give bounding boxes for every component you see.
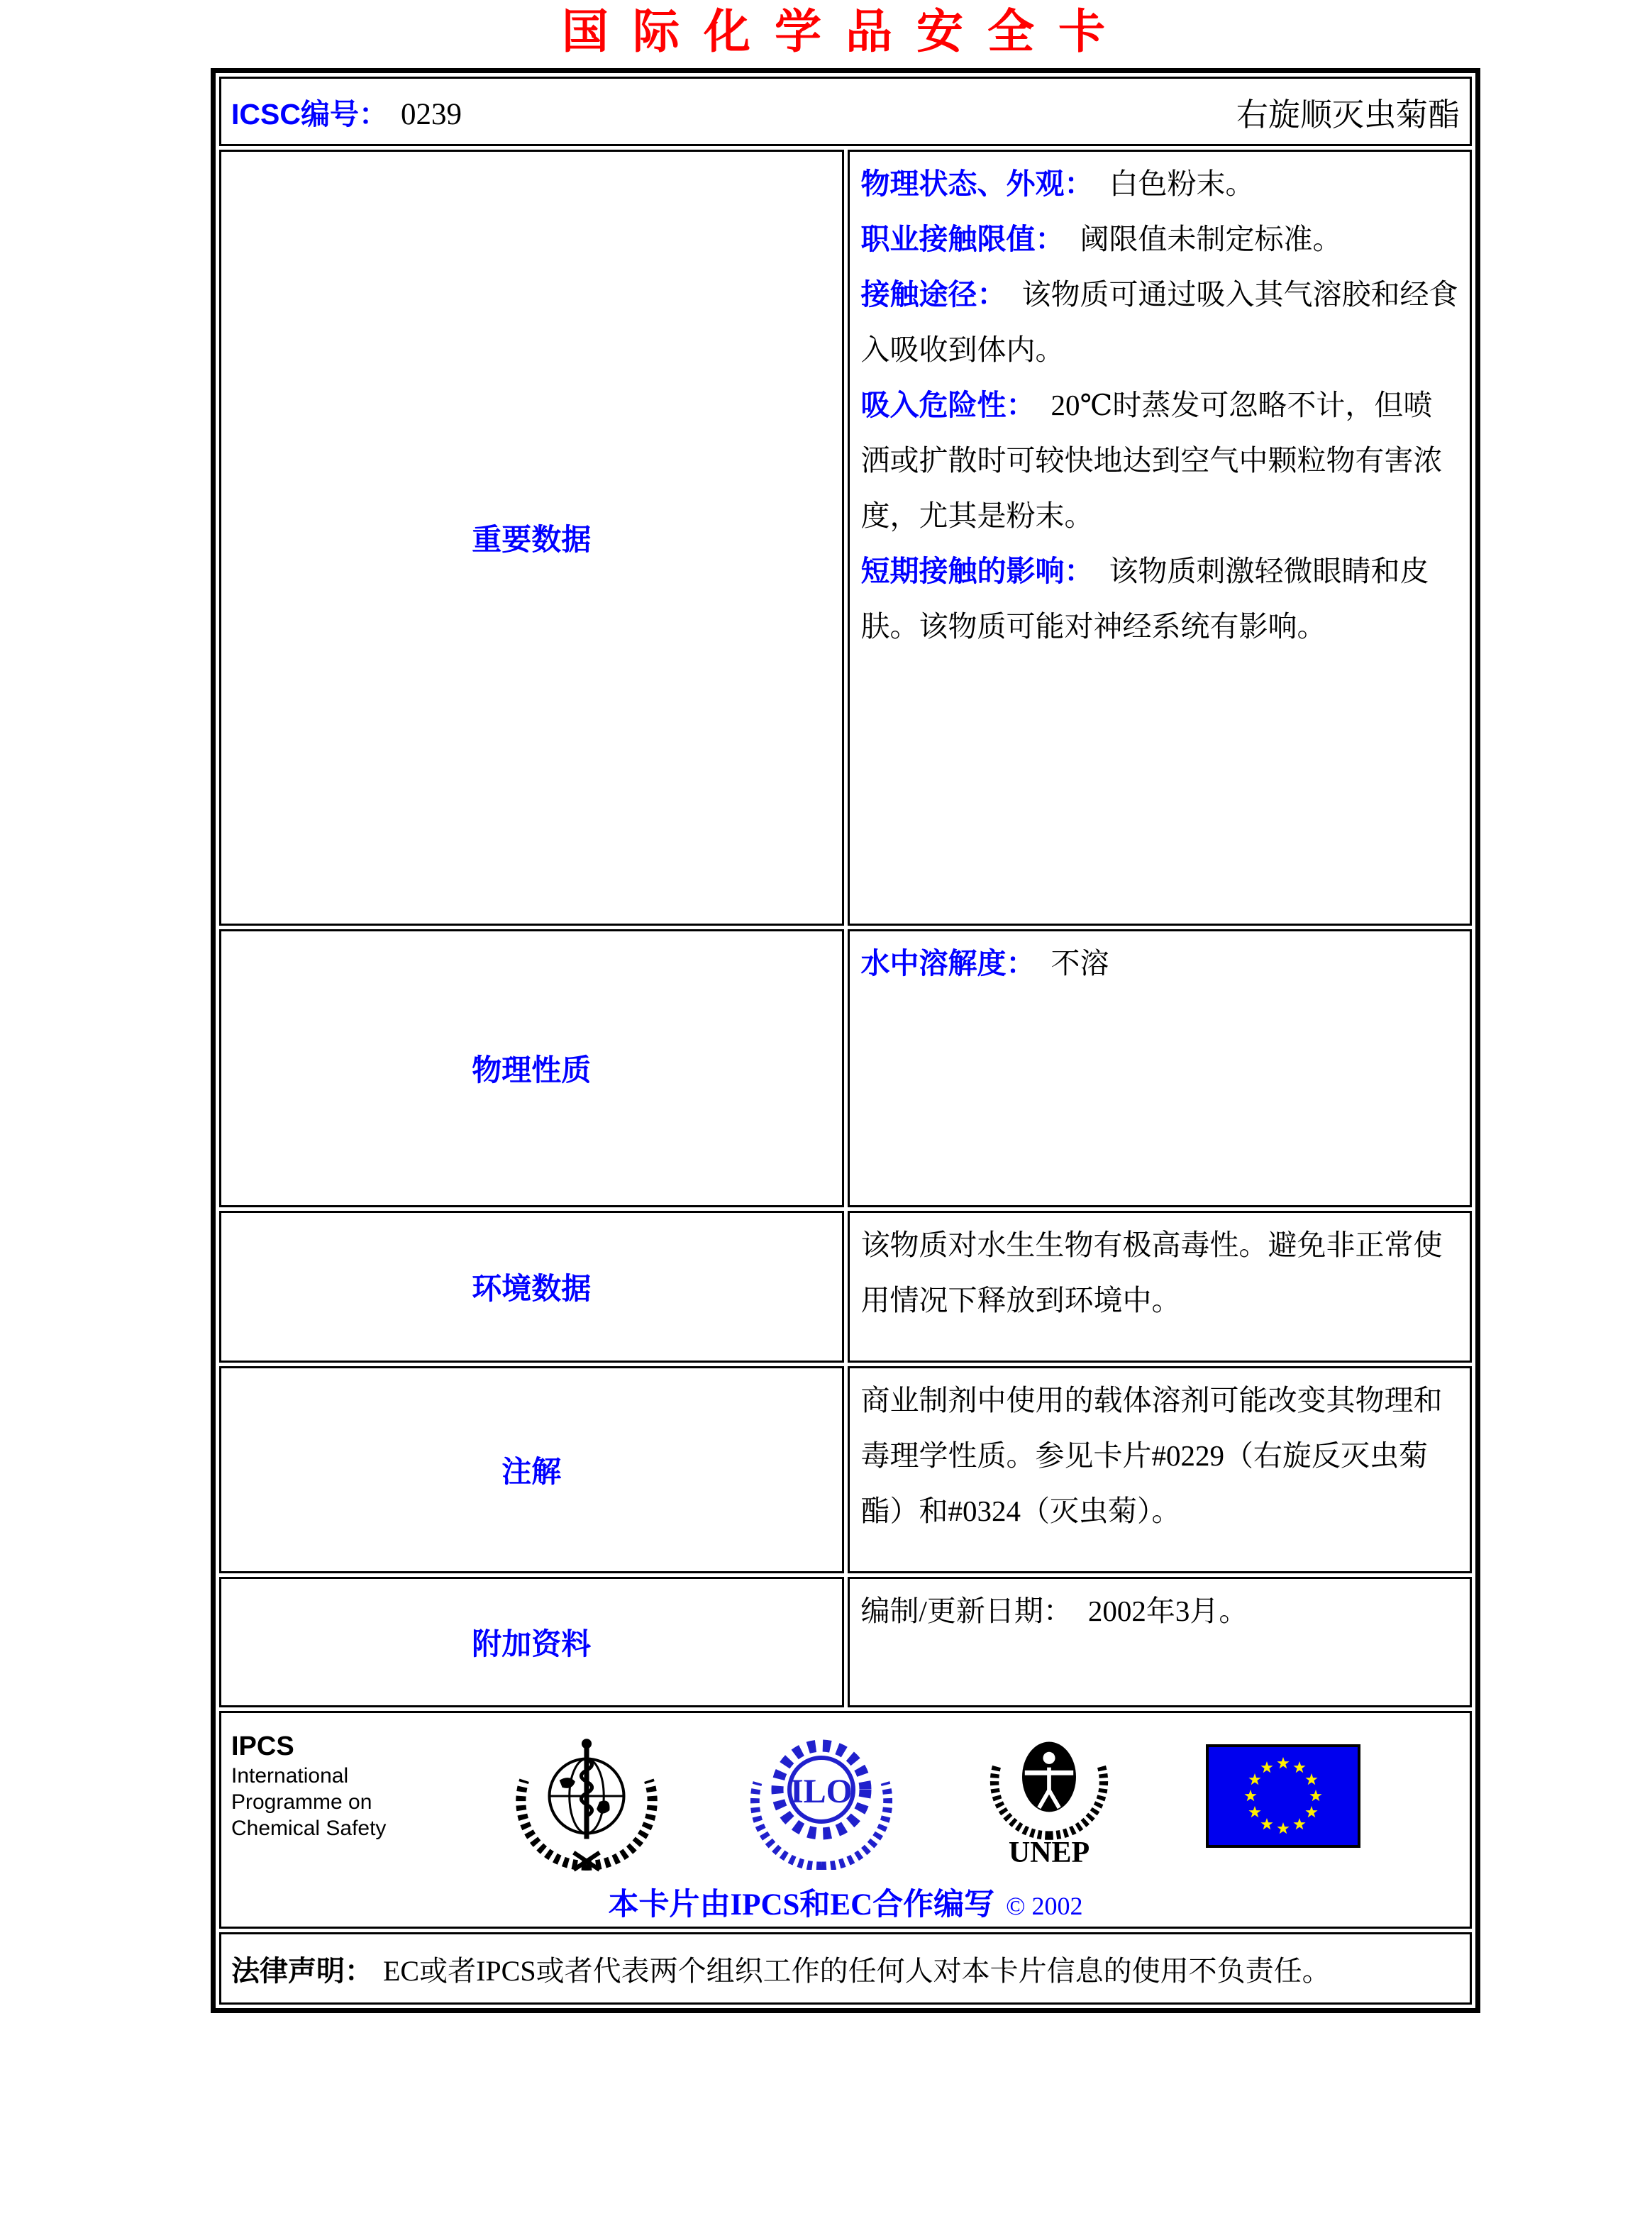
ilo-logo-icon: [750, 1724, 892, 1870]
item-label: 编制/更新日期：: [860, 1595, 1072, 1627]
legal-label: 法律声明：: [231, 1955, 373, 1987]
legal-text: EC或者IPCS或者代表两个组织工作的任何人对本卡片信息的使用不负责任。: [383, 1954, 1331, 1987]
icsc-card-table: [211, 68, 1480, 2013]
item-label: 吸入危险性：: [860, 389, 1036, 421]
item-text: 不溶: [1050, 947, 1109, 980]
important-item-exposure-limit: [861, 211, 1459, 267]
item-label: 短期接触的影响：: [860, 555, 1094, 587]
item-text: 2002年3月。: [1087, 1595, 1248, 1627]
icsc-number-value: 0239: [400, 97, 462, 131]
copyright-text: © 2002: [1006, 1892, 1083, 1920]
important-item-appearance: [861, 156, 1459, 211]
physical-properties-row: [219, 929, 1472, 1207]
notes-content: [848, 1366, 1473, 1573]
unep-label: UNEP: [1008, 1836, 1090, 1869]
who-logo-icon: [512, 1724, 661, 1875]
ipcs-line: Programme on: [231, 1790, 372, 1814]
credit-line: [231, 1880, 1460, 1924]
physical-item-water-solubility: [861, 936, 1459, 991]
important-item-exposure-route: [861, 267, 1459, 377]
page-title: 国际化学品安全卡: [562, 6, 1129, 58]
item-label: 接触途径：: [860, 278, 1007, 311]
important-item-short-term-effects: [861, 543, 1459, 654]
item-label: 物理状态、外观：: [860, 167, 1094, 200]
section-label-important-data: 重要数据: [219, 150, 844, 926]
icsc-number-group: [231, 91, 462, 133]
header-cell: [219, 77, 1472, 146]
item-text: 该物质刺激轻微眼睛和皮肤。该物质可能对神经系统有影响。: [860, 555, 1429, 643]
notes-text: [861, 1373, 1459, 1539]
who-logo: [512, 1724, 661, 1875]
additional-info-row: [219, 1577, 1472, 1707]
item-text: 白色粉末。: [1109, 167, 1255, 200]
notes-row: [219, 1366, 1472, 1573]
important-item-inhalation-risk: [861, 377, 1459, 543]
section-label-physical-properties: 物理性质: [219, 929, 844, 1207]
item-text: 该物质对水生生物有极高毒性。避免非正常使用情况下释放到环境中。: [860, 1229, 1443, 1317]
physical-properties-content: [848, 929, 1473, 1207]
unep-logo: [982, 1724, 1116, 1868]
eu-flag: [1206, 1724, 1460, 1851]
legal-cell: [219, 1932, 1472, 2005]
chemical-name: 右旋顺灭虫菊酯: [1236, 96, 1460, 133]
ipcs-text-block: [231, 1724, 423, 1841]
logos-cell: [219, 1711, 1472, 1929]
header-row: [219, 77, 1472, 146]
additional-item-date: [861, 1583, 1459, 1639]
ilo-logo: [750, 1724, 892, 1870]
environmental-text: [861, 1217, 1459, 1328]
credit-text: 本卡片由IPCS和EC合作编写: [608, 1888, 995, 1922]
item-label: 水中溶解度：: [860, 947, 1036, 980]
item-text: 商业制剂中使用的载体溶剂可能改变其物理和毒理学性质。参见卡片#0229（右旋反灭虫菊酯）和#0324（灭虫菊）。: [860, 1384, 1443, 1527]
ipcs-acronym: IPCS: [231, 1731, 294, 1761]
item-text: 20℃时蒸发可忽略不计，但喷洒或扩散时可较快地达到空气中颗粒物有害浓度，尤其是粉末。: [860, 389, 1443, 532]
ipcs-line: International: [231, 1764, 349, 1788]
section-label-environmental-data: 环境数据: [219, 1211, 844, 1363]
item-text: 该物质可通过吸入其气溶胶和经食入吸收到体内。: [860, 278, 1458, 366]
environmental-data-content: [848, 1211, 1473, 1363]
svg-text:ILO: ILO: [789, 1773, 853, 1810]
ipcs-line: Chemical Safety: [231, 1817, 387, 1840]
logos-row: [219, 1711, 1472, 1929]
additional-info-content: [848, 1577, 1473, 1707]
section-label-notes: 注解: [219, 1366, 844, 1573]
environmental-data-row: [219, 1211, 1472, 1363]
eu-flag-icon: [1206, 1744, 1360, 1848]
icsc-number-label: ICSC编号：: [231, 97, 388, 131]
item-label: 职业接触限值：: [860, 223, 1065, 255]
legal-row: [219, 1932, 1472, 2005]
important-data-row: [219, 150, 1472, 926]
important-data-content: [848, 150, 1473, 926]
section-label-additional-info: 附加资料: [219, 1577, 844, 1707]
item-text: 阈限值未制定标准。: [1080, 223, 1342, 255]
unep-logo-icon: [982, 1724, 1116, 1841]
